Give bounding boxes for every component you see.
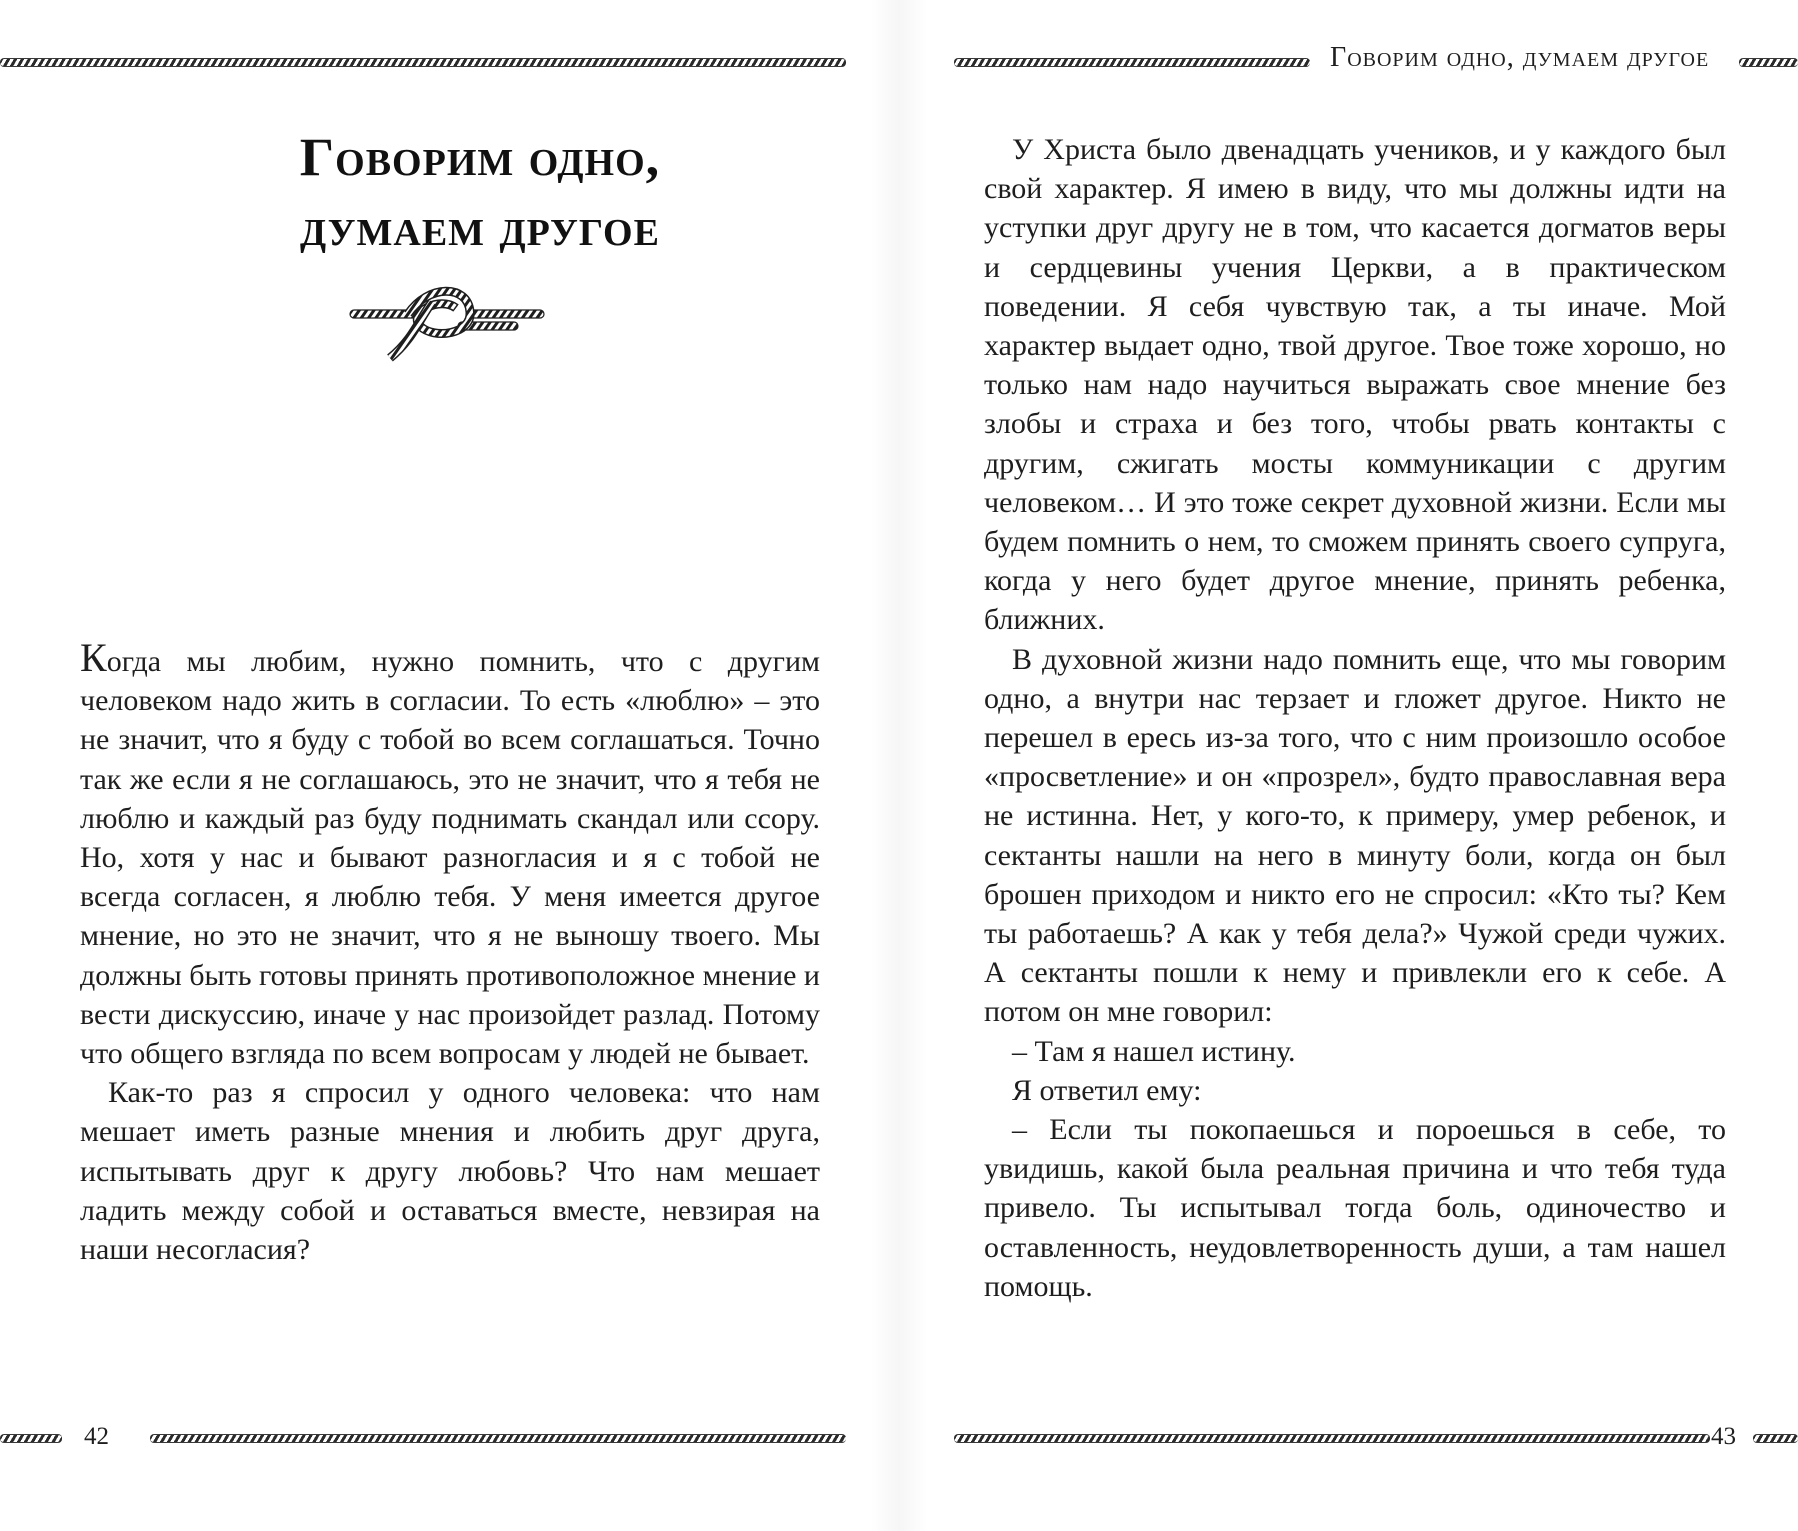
paragraph: Как-то раз я спросил у одного человека: что нам мешает иметь разные мнения и любить друг друга, испытывать друг к другу любовь? Что нам мешает ладить между собой и оставаться вместе, невзирая на наши несогласия? <box>80 1076 820 1267</box>
rope-top-rule-left <box>954 58 1310 67</box>
paragraph: Я ответил ему: <box>1012 1073 1202 1107</box>
running-head: Говорим одно, думаем другое <box>1330 42 1710 73</box>
paragraph: В духовной жизни надо помнить еще, что мы говорим одно, а внутри нас терзает и гложет другое. Никто не перешел в ересь из-за того, что с ним произошло особое «просветление» и он «прозрел», будто православная вера не истинна. Нет, у кого-то, к примеру, умер ребенок, и сектанты нашли на него в минуту боли, когда он был брошен приходом и никто его не спросил: «Кто ты? Кем ты работаешь? А как у тебя дела?» Чужой среди чужих. А сектанты пошли к нему и привлекли его к себе. А потом он мне говорил: <box>984 642 1726 1029</box>
paragraph: У Христа было двенадцать учеников, и у каждого был свой характер. Я имею в виду, что мы должны идти на уступки друг другу не в том, что касается догматов веры и сердцевины учения Церкви, а в практическом поведении. Я себя чувствую так, а ты иначе. Мой характер выдает одно, твой другое. Твое тоже хорошо, но только нам надо научиться выражать свое мнение без злобы и страха и без того, чтобы рвать контакты с другим, сжигать мосты коммуникации с другим человеком… И это тоже секрет духовной жизни. Если мы будем помнить о нем, то сможем принять своего супруга, когда у него будет другое мнение, принять ребенка, ближних. <box>984 133 1726 637</box>
drop-cap: К <box>80 635 107 680</box>
knot-ornament-icon <box>348 282 548 362</box>
right-page <box>899 0 1798 1531</box>
paragraph-text: огда мы любим, нужно помнить, что с другим человеком надо жить в согласии. То есть «люблю» – это не значит, что я буду с тобой во всем соглашаться. Точно так же если я не соглашаюсь, это не значит, что я тебя не люблю и каждый раз буду поднимать скандал или ссору. Но, хотя у нас и бывают разногласия и я с тобой не всегда согласен, я люблю тебя. У меня имеется другое мнение, но это не значит, что я не выношу твоего. Мы должны быть готовы принять противоположное мнение и вести дискуссию, иначе у нас произойдет разлад. Потому что общего взгляда по всем вопросам у людей не бывает. <box>80 645 820 1071</box>
right-body-text <box>984 130 1726 1306</box>
rope-bottom-rule-left <box>954 1434 1710 1443</box>
rope-top-rule <box>0 58 846 67</box>
dialogue-line: – Если ты покопаешься и пороешься в себе, то увидишь, какой была реальная причина и что тебя туда привело. Ты испытывал тогда боль, одиночество и оставленность, неудовлетворенность души, а там нашел помощь. <box>984 1113 1726 1303</box>
rope-bottom-rule-right <box>150 1434 846 1443</box>
page-number: 43 <box>1711 1423 1736 1450</box>
chapter-title-line-1: Говорим одно, <box>299 127 661 187</box>
paragraph <box>80 635 820 1073</box>
rope-bottom-rule-right <box>1753 1434 1798 1443</box>
dialogue-line: – Там я нашел истину. <box>1012 1034 1296 1068</box>
chapter-title <box>180 122 780 262</box>
rope-bottom-rule-left <box>0 1434 62 1443</box>
page-number: 42 <box>84 1423 109 1450</box>
rope-top-rule-right <box>1739 58 1798 67</box>
left-body-text <box>80 635 820 1269</box>
chapter-title-line-2: думаем другое <box>300 197 660 257</box>
